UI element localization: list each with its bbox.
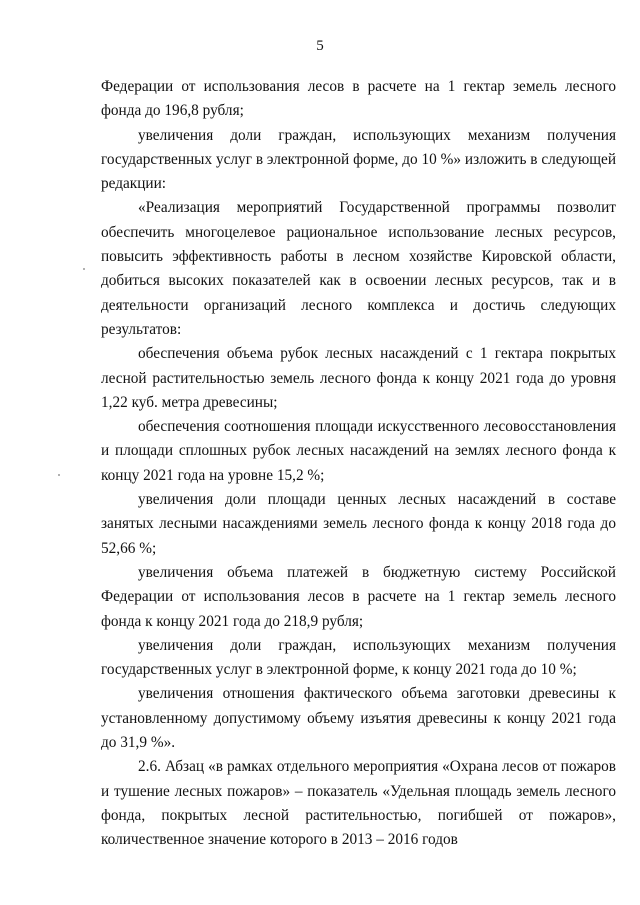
paragraph-6: увеличения доли площади ценных лесных насаждений в составе занятых лесными насаждениями земель лесного фонда к концу 2018 года до 52,66 %; (101, 491, 616, 557)
paragraph-2: увеличения доли граждан, использующих механизм получения государственных услуг в электронной форме, до 10 %» изложить в следующей редакции: (101, 126, 616, 193)
scan-speck (83, 268, 85, 270)
paragraph-5: обеспечения соотношения площади искусственного лесовосстановления и площади сплошных рубок лесных насаждений на землях лесного фонда к концу 2021 года на уровне 15,2 %; (101, 418, 616, 484)
paragraph-4: обеспечения объема рубок лесных насаждений с 1 гектара покрытых лесной растительностью земель лесного фонда к концу 2021 года до уровня 1,22 куб. метра древесины; (101, 345, 616, 411)
paragraph-8: увеличения доли граждан, использующих механизм получения государственных услуг в электронной форме, к концу 2021 года до 10 %; (101, 636, 616, 679)
paragraph-10: 2.6. Абзац «в рамках отдельного мероприятия «Охрана лесов от пожаров и тушение лесных пожаров» – показатель «Удельная площадь земель лесного фонда, покрытых лесной растительностью, погибшей от пожаров», количественное значение которого в 2013 – 2016 годов (101, 758, 616, 849)
document-body (101, 75, 616, 853)
paragraph-9: увеличения отношения фактического объема заготовки древесины к установленному допустимому объему изъятия древесины к концу 2021 года до 31,9 %». (101, 685, 616, 752)
paragraph-7: увеличения объема платежей в бюджетную систему Российской Федерации от использования лесов в расчете на 1 гектар земель лесного фонда к концу 2021 года до 218,9 рубля; (101, 563, 616, 630)
paragraph-1: Федерации от использования лесов в расчете на 1 гектар земель лесного фонда до 196,8 рубля; (101, 78, 616, 120)
scan-speck (58, 474, 60, 476)
paragraph-3: «Реализация мероприятий Государственной программы позволит обеспечить многоцелевое рациональное использование лесных ресурсов, повысить эффективность работы в лесном хозяйстве Кировской области, добиться высоких показателей как в освоении лесных ресурсов, так и в деятельности организаций лесного комплекса и достичь следующих результатов: (101, 199, 616, 338)
page-number: 5 (316, 38, 324, 54)
